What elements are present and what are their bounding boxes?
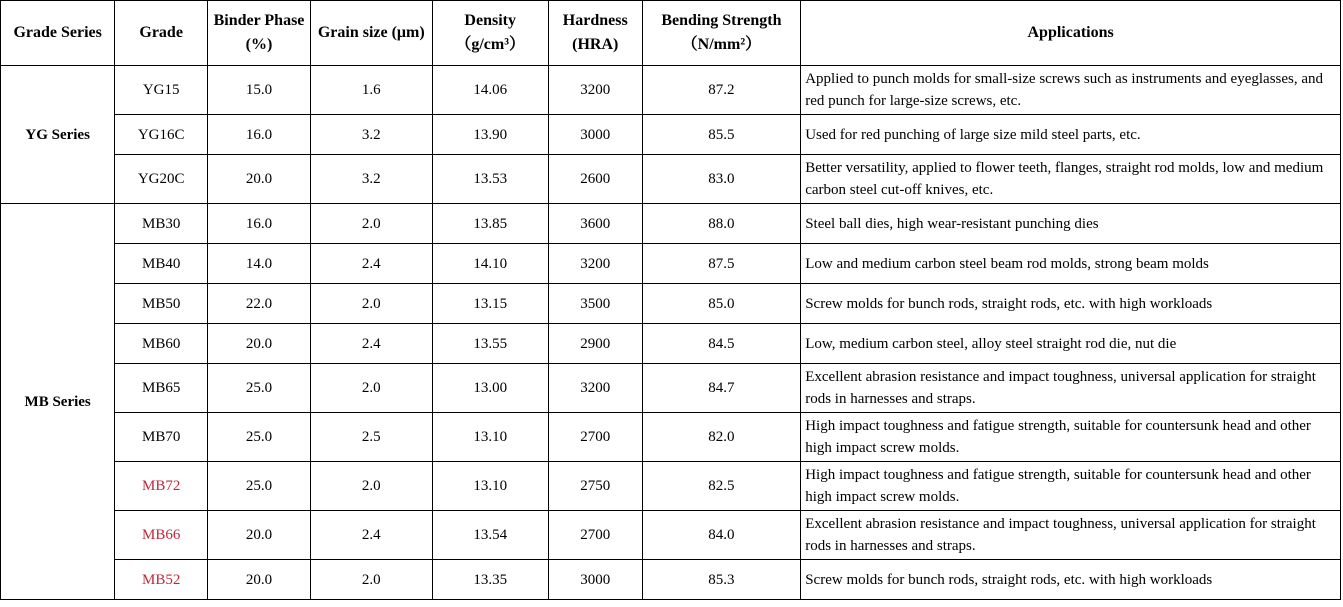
bending-cell: 87.2 bbox=[642, 66, 801, 115]
application-cell: Better versatility, applied to flower teeth, flanges, straight rod molds, low and medium carbon steel cut-off knives, etc. bbox=[801, 155, 1341, 204]
bending-cell: 87.5 bbox=[642, 244, 801, 284]
grade-cell: YG15 bbox=[115, 66, 208, 115]
grade-cell: MB65 bbox=[115, 364, 208, 413]
bending-cell: 85.3 bbox=[642, 560, 801, 600]
header-bending-strength: Bending Strength （N/mm²） bbox=[642, 1, 801, 66]
grain-cell: 1.6 bbox=[310, 66, 432, 115]
grade-cell: MB70 bbox=[115, 413, 208, 462]
hardness-cell: 3000 bbox=[548, 115, 642, 155]
bending-cell: 82.0 bbox=[642, 413, 801, 462]
binder-cell: 14.0 bbox=[208, 244, 311, 284]
grade-cell: MB72 bbox=[115, 462, 208, 511]
table-row bbox=[1, 511, 1341, 560]
hardness-cell: 3500 bbox=[548, 284, 642, 324]
application-cell: Low, medium carbon steel, alloy steel straight rod die, nut die bbox=[801, 324, 1341, 364]
grain-cell: 2.5 bbox=[310, 413, 432, 462]
bending-cell: 83.0 bbox=[642, 155, 801, 204]
header-grain-size: Grain size (μm) bbox=[310, 1, 432, 66]
grain-cell: 2.0 bbox=[310, 284, 432, 324]
table-row bbox=[1, 364, 1341, 413]
binder-cell: 20.0 bbox=[208, 324, 311, 364]
grain-cell: 2.0 bbox=[310, 364, 432, 413]
grade-cell: MB40 bbox=[115, 244, 208, 284]
header-density: Density （g/cm³） bbox=[432, 1, 548, 66]
density-cell: 13.15 bbox=[432, 284, 548, 324]
density-cell: 13.10 bbox=[432, 413, 548, 462]
table-row bbox=[1, 560, 1341, 600]
density-cell: 13.90 bbox=[432, 115, 548, 155]
bending-cell: 84.5 bbox=[642, 324, 801, 364]
grain-cell: 3.2 bbox=[310, 115, 432, 155]
header-binder-phase: Binder Phase (%) bbox=[208, 1, 311, 66]
application-cell: Applied to punch molds for small-size screws such as instruments and eyeglasses, and red punch for large-size screws, etc. bbox=[801, 66, 1341, 115]
table-row bbox=[1, 324, 1341, 364]
application-cell: Steel ball dies, high wear-resistant punching dies bbox=[801, 204, 1341, 244]
application-cell: Low and medium carbon steel beam rod molds, strong beam molds bbox=[801, 244, 1341, 284]
bending-cell: 85.0 bbox=[642, 284, 801, 324]
series-label-mb: MB Series bbox=[1, 204, 115, 600]
header-grade-series: Grade Series bbox=[1, 1, 115, 66]
binder-cell: 16.0 bbox=[208, 204, 311, 244]
binder-cell: 20.0 bbox=[208, 511, 311, 560]
table-row bbox=[1, 115, 1341, 155]
grade-cell: YG20C bbox=[115, 155, 208, 204]
bending-cell: 84.7 bbox=[642, 364, 801, 413]
header-applications: Applications bbox=[801, 1, 1341, 66]
application-cell: Excellent abrasion resistance and impact toughness, universal application for straight rods in harnesses and straps. bbox=[801, 364, 1341, 413]
grade-cell: MB60 bbox=[115, 324, 208, 364]
series-label-yg: YG Series bbox=[1, 66, 115, 204]
hardness-cell: 2700 bbox=[548, 413, 642, 462]
binder-cell: 22.0 bbox=[208, 284, 311, 324]
hardness-cell: 3200 bbox=[548, 364, 642, 413]
grade-cell: MB52 bbox=[115, 560, 208, 600]
binder-cell: 25.0 bbox=[208, 413, 311, 462]
application-cell: High impact toughness and fatigue strength, suitable for countersunk head and other high impact screw molds. bbox=[801, 462, 1341, 511]
grade-cell: MB50 bbox=[115, 284, 208, 324]
binder-cell: 20.0 bbox=[208, 560, 311, 600]
header-hardness: Hardness (HRA) bbox=[548, 1, 642, 66]
application-cell: Screw molds for bunch rods, straight rods, etc. with high workloads bbox=[801, 284, 1341, 324]
table-row bbox=[1, 462, 1341, 511]
density-cell: 13.00 bbox=[432, 364, 548, 413]
binder-cell: 16.0 bbox=[208, 115, 311, 155]
hardness-cell: 2900 bbox=[548, 324, 642, 364]
binder-cell: 25.0 bbox=[208, 364, 311, 413]
density-cell: 13.10 bbox=[432, 462, 548, 511]
grade-cell: MB30 bbox=[115, 204, 208, 244]
density-cell: 14.06 bbox=[432, 66, 548, 115]
grain-cell: 2.0 bbox=[310, 560, 432, 600]
hardness-cell: 2750 bbox=[548, 462, 642, 511]
table-row bbox=[1, 413, 1341, 462]
table-row bbox=[1, 244, 1341, 284]
bending-cell: 82.5 bbox=[642, 462, 801, 511]
grain-cell: 2.4 bbox=[310, 324, 432, 364]
table-row bbox=[1, 155, 1341, 204]
application-cell: Excellent abrasion resistance and impact toughness, universal application for straight rods in harnesses and straps. bbox=[801, 511, 1341, 560]
grain-cell: 3.2 bbox=[310, 155, 432, 204]
application-cell: Screw molds for bunch rods, straight rods, etc. with high workloads bbox=[801, 560, 1341, 600]
grain-cell: 2.0 bbox=[310, 204, 432, 244]
density-cell: 14.10 bbox=[432, 244, 548, 284]
bending-cell: 84.0 bbox=[642, 511, 801, 560]
header-grade: Grade bbox=[115, 1, 208, 66]
hardness-cell: 2700 bbox=[548, 511, 642, 560]
hardness-cell: 3600 bbox=[548, 204, 642, 244]
table-row bbox=[1, 204, 1341, 244]
hardness-cell: 2600 bbox=[548, 155, 642, 204]
header-row bbox=[1, 1, 1341, 66]
grade-cell: MB66 bbox=[115, 511, 208, 560]
binder-cell: 15.0 bbox=[208, 66, 311, 115]
binder-cell: 20.0 bbox=[208, 155, 311, 204]
grain-cell: 2.4 bbox=[310, 244, 432, 284]
density-cell: 13.55 bbox=[432, 324, 548, 364]
table-row bbox=[1, 66, 1341, 115]
table-row bbox=[1, 284, 1341, 324]
application-cell: Used for red punching of large size mild steel parts, etc. bbox=[801, 115, 1341, 155]
grade-cell: YG16C bbox=[115, 115, 208, 155]
hardness-cell: 3000 bbox=[548, 560, 642, 600]
density-cell: 13.85 bbox=[432, 204, 548, 244]
bending-cell: 85.5 bbox=[642, 115, 801, 155]
binder-cell: 25.0 bbox=[208, 462, 311, 511]
hardness-cell: 3200 bbox=[548, 244, 642, 284]
density-cell: 13.54 bbox=[432, 511, 548, 560]
density-cell: 13.53 bbox=[432, 155, 548, 204]
application-cell: High impact toughness and fatigue strength, suitable for countersunk head and other high impact screw molds. bbox=[801, 413, 1341, 462]
bending-cell: 88.0 bbox=[642, 204, 801, 244]
grain-cell: 2.4 bbox=[310, 511, 432, 560]
hardness-cell: 3200 bbox=[548, 66, 642, 115]
density-cell: 13.35 bbox=[432, 560, 548, 600]
grain-cell: 2.0 bbox=[310, 462, 432, 511]
